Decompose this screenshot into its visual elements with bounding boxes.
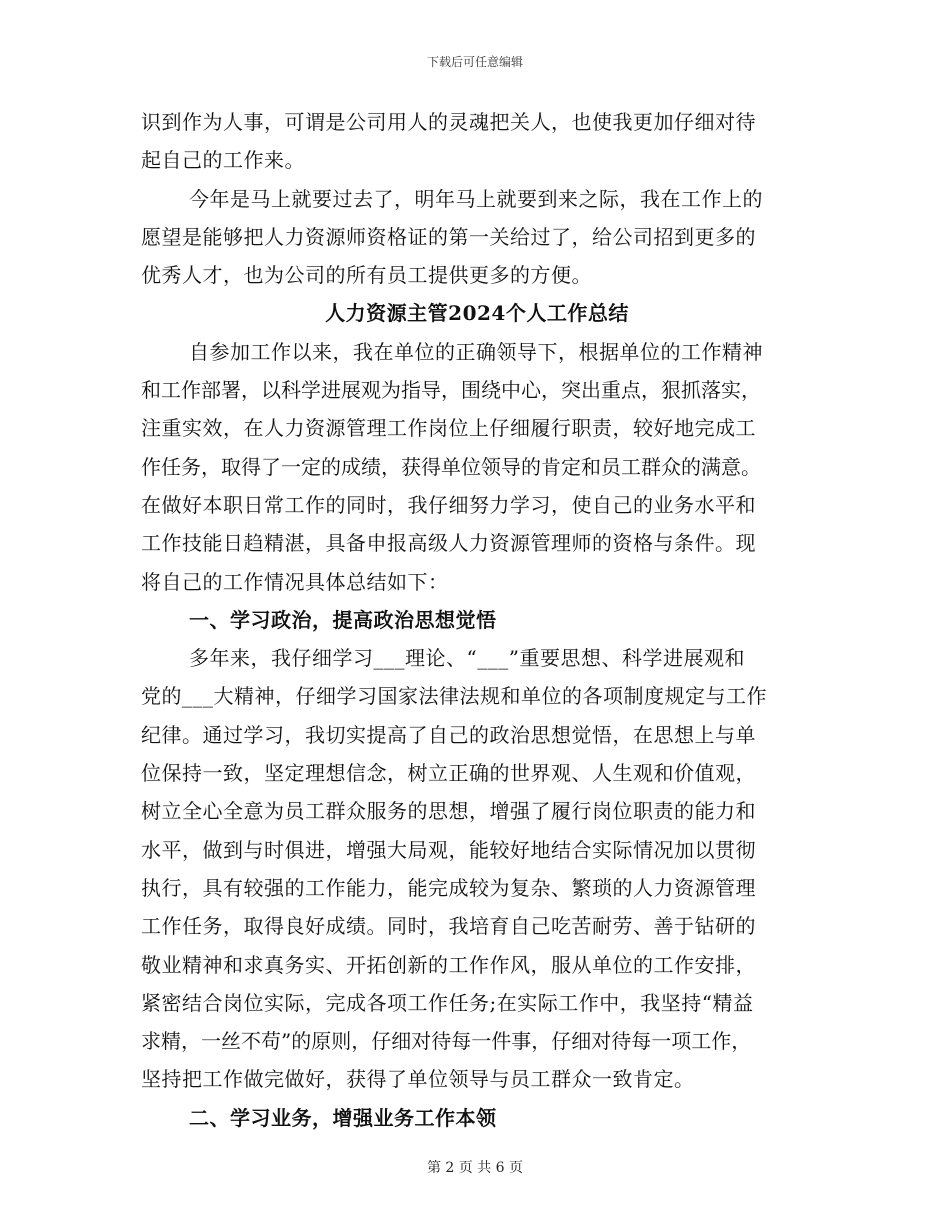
paragraph-line: 位保持一致，坚定理想信念，树立正确的世界观、人生观和价值观， bbox=[141, 761, 756, 786]
paragraph-line: 工作技能日趋精湛，具备申报高级人力资源管理师的资格与条件。现 bbox=[141, 531, 756, 556]
paragraph-line: 愿望是能够把人力资源师资格证的第一关给过了，给公司招到更多的 bbox=[141, 224, 756, 249]
paragraph-line: 求精，一丝不苟”的原则，仔细对待每一件事，仔细对待每一项工作， bbox=[141, 1029, 752, 1054]
paragraph-line: 党的___大精神，仔细学习国家法律法规和单位的各项制度规定与工作 bbox=[141, 684, 767, 709]
section-heading: 一、学习政治，提高政治思想觉悟 bbox=[189, 607, 497, 632]
paragraph-line: 今年是马上就要过去了，明年马上就要到来之际，我在工作上的 bbox=[189, 186, 763, 211]
paragraph-line: 树立全心全意为员工群众服务的思想，增强了履行岗位职责的能力和 bbox=[141, 799, 756, 824]
paragraph-line: 识到作为人事，可谓是公司用人的灵魂把关人，也使我更加仔细对待 bbox=[141, 110, 756, 134]
paragraph-line: 起自己的工作来。 bbox=[141, 148, 305, 173]
paragraph-line: 执行，具有较强的工作能力，能完成较为复杂、繁琐的人力资源管理 bbox=[141, 875, 756, 900]
paragraph-line: 注重实效，在人力资源管理工作岗位上仔细履行职责，较好地完成工 bbox=[141, 416, 756, 441]
paragraph-line: 水平，做到与时俱进，增强大局观，能较好地结合实际情况加以贯彻 bbox=[141, 837, 756, 862]
paragraph-line: 作任务，取得了一定的成绩，获得单位领导的肯定和员工群众的满意。 bbox=[141, 454, 761, 479]
paragraph-line: 将自己的工作情况具体总结如下： bbox=[141, 569, 449, 594]
page-footer: 第 2 页 共 6 页 bbox=[426, 1160, 524, 1176]
paragraph-line: 坚持把工作做完做好，获得了单位领导与员工群众一致肯定。 bbox=[141, 1067, 695, 1092]
paragraph-line: 在做好本职日常工作的同时，我仔细努力学习，使自己的业务水平和 bbox=[141, 492, 756, 517]
document-title: 人力资源主管2024个人工作总结 bbox=[325, 301, 629, 326]
paragraph-line: 多年来，我仔细学习___理论、“___”重要思想、科学进展观和 bbox=[189, 646, 745, 671]
paragraph-line: 工作任务，取得良好成绩。同时，我培育自己吃苦耐劳、善于钻研的 bbox=[141, 914, 756, 939]
document-body bbox=[141, 103, 813, 1137]
paragraph-line: 和工作部署，以科学进展观为指导，围绕中心，突出重点，狠抓落实， bbox=[141, 378, 761, 403]
paragraph-line: 优秀人才，也为公司的所有员工提供更多的方便。 bbox=[141, 263, 592, 288]
page-header: 下载后可任意编辑 bbox=[426, 55, 523, 69]
section-heading: 二、学习业务，增强业务工作本领 bbox=[189, 1105, 497, 1130]
paragraph-line: 敬业精神和求真务实、开拓创新的工作作风，服从单位的工作安排， bbox=[141, 952, 756, 977]
paragraph-line: 紧密结合岗位实际，完成各项工作任务;在实际工作中，我坚持“精益 bbox=[141, 990, 754, 1015]
paragraph-line: 纪律。通过学习，我切实提高了自己的政治思想觉悟，在思想上与单 bbox=[141, 722, 756, 747]
paragraph-line: 自参加工作以来，我在单位的正确领导下，根据单位的工作精神 bbox=[189, 339, 763, 364]
